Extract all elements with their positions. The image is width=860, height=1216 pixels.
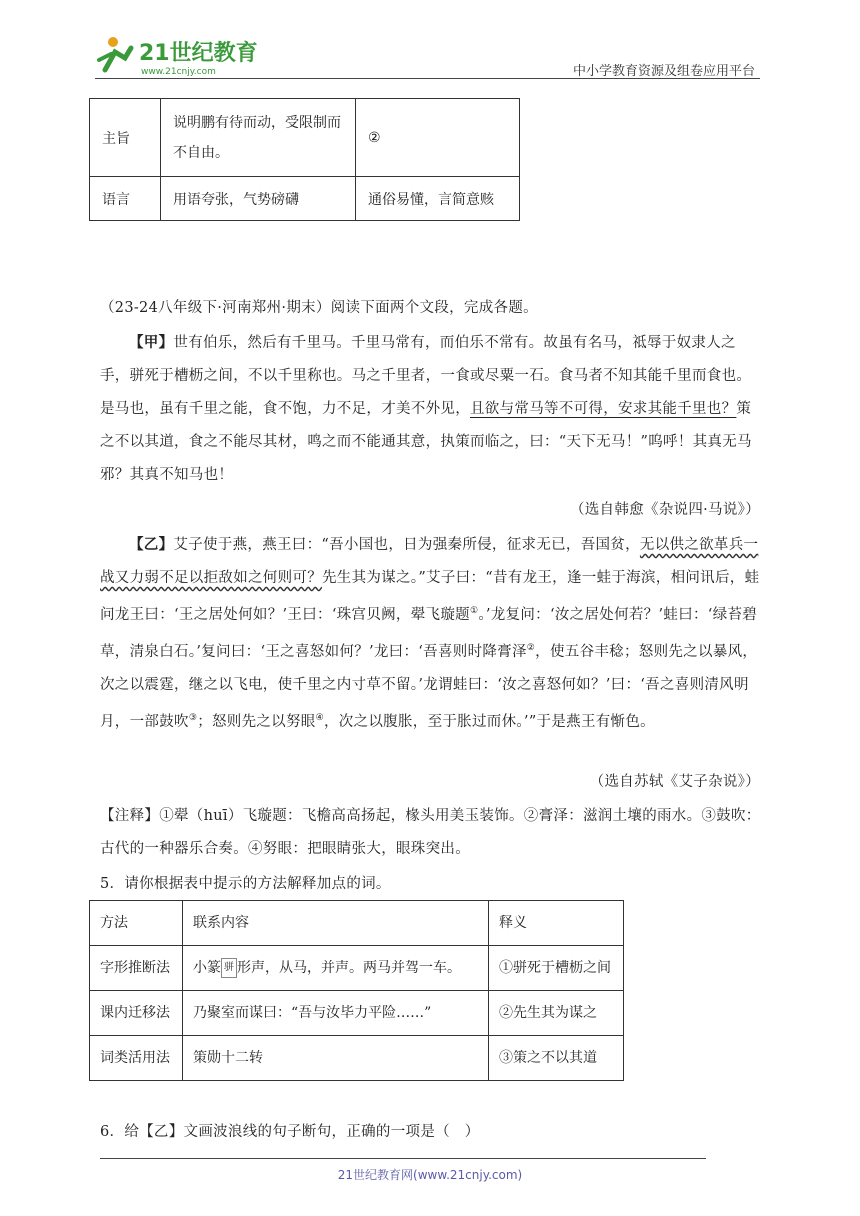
wavy-sentence: 无以供之欲革兵一战又力弱不足以拒敌如之何则可？: [100, 537, 759, 586]
method-cell: 字形推断法: [90, 946, 183, 991]
meaning-cell: ③策之不以其道: [489, 1036, 624, 1081]
passage-text: 世有伯乐，然后有千里马。千里马常有，而伯乐不常有。故虽有名马，祗辱于奴隶人之手，骈死于槽枥之间，不以千里称也。马之千里者，一食或尽粟一石。食马者不知其能千里而食也。是马也，虽有千里之能，食不饱，力不足，才美不外见，: [100, 335, 752, 417]
table-row: [90, 99, 520, 177]
cell: 用语夸张，气势磅礴: [161, 177, 356, 221]
question-6: 6．给【乙】文画波浪线的句子断句，正确的一项是（ ）: [100, 1124, 480, 1140]
passage-tag: 【乙】: [129, 536, 174, 553]
column-header: 释义: [489, 901, 624, 946]
content-cell: 策勋十二转: [183, 1036, 489, 1081]
table-row: [90, 991, 624, 1036]
logo-url: www.21cnjy.com: [141, 67, 216, 77]
question-intro: （23-24八年级下·河南郑州·期末）阅读下面两个文段，完成各题。: [100, 300, 538, 316]
source-jia: （选自韩愈《杂说四·马说》）: [569, 502, 760, 518]
source-yi: （选自苏轼《艾子杂说》）: [589, 774, 760, 790]
passage-text: 策之不以其道，食之不能尽其材，鸣之而不能通其意，执策而临之，曰：“天下无马！”呜呼！其真无马邪？其真不知马也！: [100, 401, 752, 483]
footer-text: 21世纪教育网(www.21cnjy.com): [337, 1168, 523, 1182]
passage-text: 。’龙复问：‘汝之居处何若？’蛙曰：‘绿苔碧草，清泉白石。’复问曰：‘王之喜怒如何？’龙曰：‘吾喜则时降膏泽: [100, 606, 758, 660]
column-header: 联系内容: [183, 901, 489, 946]
seal-script-glyph: 骈: [221, 958, 237, 978]
table-row: [90, 1036, 624, 1081]
content-text: 小篆: [193, 960, 221, 976]
row-label: 语言: [90, 177, 161, 221]
method-table: [89, 900, 624, 1081]
note-mark: ③: [188, 712, 198, 723]
footer-divider: [100, 1158, 706, 1159]
passage-text: 艾子使于燕，燕王曰：“吾小国也，日为强秦所侵，征求无已，吾国贫，: [173, 537, 640, 553]
cell: 通俗易懂，言简意赅: [356, 177, 520, 221]
passage-text: ；怒则先之以努眼: [197, 713, 316, 730]
method-cell: 词类活用法: [90, 1036, 183, 1081]
note-mark: ④: [315, 712, 324, 723]
passage-text: ，使五谷丰稔；怒则先之以暴风，次之以震霆，继之以飞电，使千里之内寸草不留。’龙谓蛙曰：‘汝之喜怒何如？’曰：‘吾之喜则清风明月，一部鼓吹: [100, 643, 758, 730]
table-row: [90, 177, 520, 221]
method-cell: 课内迁移法: [90, 991, 183, 1036]
table-row: [90, 946, 624, 991]
note-mark: ②: [526, 642, 536, 653]
content-cell: [183, 946, 489, 991]
passage-text: 先生其为谋之。”艾子曰：“昔有龙王，逢一蛙于海滨，相问讯后，蛙问龙王曰：‘王之居处何如？’王曰：‘珠宫贝阙，翚飞璇题: [100, 570, 760, 623]
content-text: 形声，从马，并声。两马并驾一车。: [237, 960, 461, 976]
meaning-cell: ②先生其为谋之: [489, 991, 624, 1036]
logo: [95, 30, 265, 78]
passage-yi: [100, 528, 762, 738]
row-label: 主旨: [90, 99, 161, 177]
passage-jia: [100, 326, 762, 492]
question-5: 5．请你根据表中提示的方法解释加点的词。: [100, 876, 391, 892]
logo-text: 21世纪教育: [139, 41, 258, 66]
underlined-sentence: 且欲与常马等不可得，安求其能千里也？: [470, 401, 737, 417]
meaning-cell: ①骈死于槽枥之间: [489, 946, 624, 991]
content-cell: 乃聚室而谋曰：“吾与汝毕力平险……”: [183, 991, 489, 1036]
annotations: 【注释】①翚（huī）飞璇题：飞檐高高扬起，椽头用美玉装饰。②膏泽：滋润土壤的雨水。③鼓吹：古代的一种器乐合奏。④努眼：把眼睛张大，眼珠突出。: [100, 808, 761, 857]
header-divider: [95, 78, 760, 79]
cell: 说明鹏有待而动，受限制而不自由。: [161, 99, 356, 177]
passage-tag: 【甲】: [129, 334, 174, 351]
cell: ②: [356, 99, 520, 177]
comparison-table: [89, 98, 520, 221]
column-header: 方法: [90, 901, 183, 946]
logo-runner-icon: [95, 30, 265, 78]
note-mark: ①: [469, 606, 479, 616]
passage-text: ，次之以腹胀，至于胀过而休。’”于是燕王有惭色。: [323, 713, 655, 730]
table-header-row: [90, 901, 624, 946]
platform-name: 中小学教育资源及组卷应用平台: [572, 64, 755, 79]
